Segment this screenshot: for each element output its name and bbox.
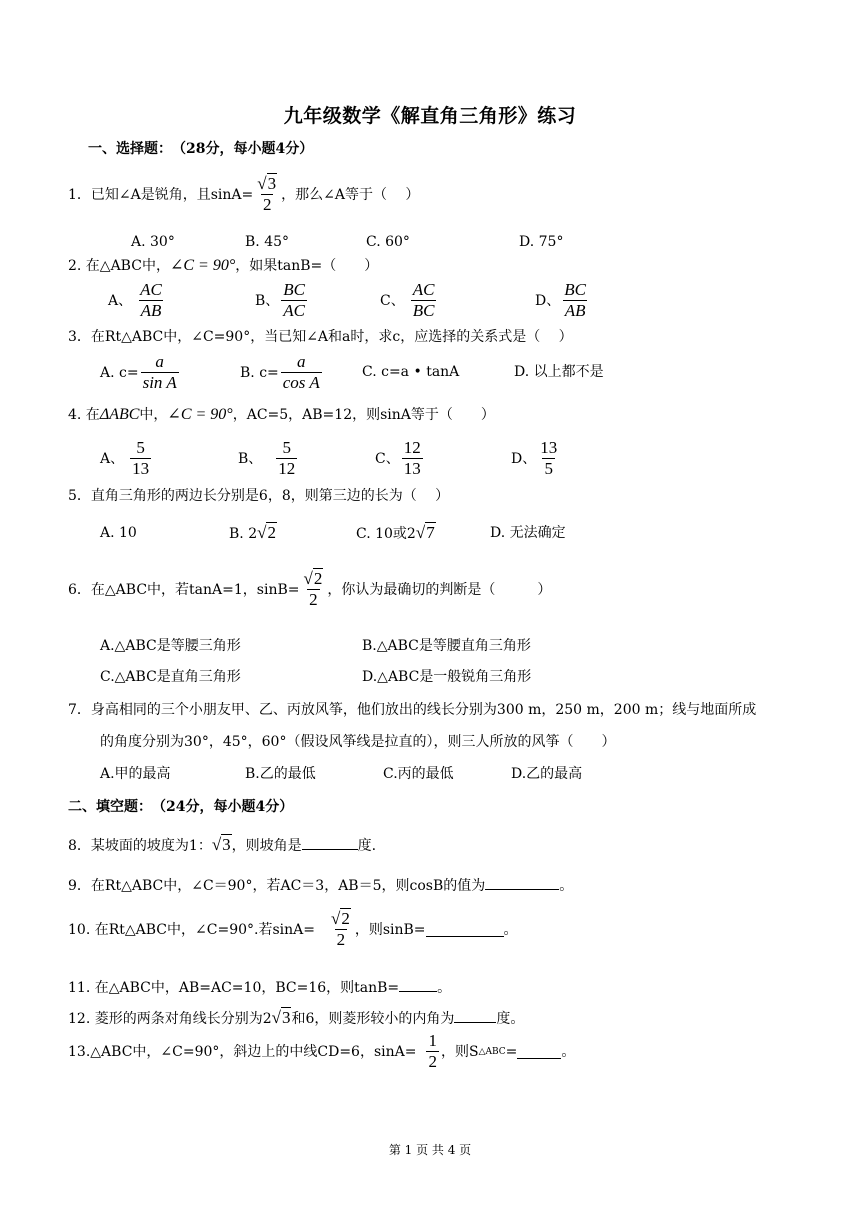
q6-stem-end: ，你认为最确切的判断是（ ） (327, 581, 552, 598)
q10-frac-den: 2 (336, 930, 346, 949)
q3-option-b-num: a (297, 352, 306, 371)
q13-answer-blank[interactable] (517, 1044, 561, 1059)
q3-option-a-label: A. c= (100, 364, 139, 381)
q13-stem-eq: = (505, 1043, 518, 1060)
q4-option-c-num: 12 (403, 438, 421, 457)
q4-option-d-num: 13 (540, 438, 558, 457)
q6-frac-num: 2 (313, 569, 323, 588)
q2-option-b-label: B、 (255, 292, 280, 309)
q9-stem-start: 9．在Rt△ABC中，∠C＝90°，若AC＝3，AB＝5，则cosB的值为 (68, 878, 486, 894)
q4-option-c (375, 438, 425, 479)
q6-option-c: C.△ABC是直角三角形 (100, 669, 241, 685)
q11-stem-end: 。 (437, 980, 452, 996)
q12-radicand: 3 (281, 1008, 291, 1027)
q1-fraction: $\frac{√3}{2}$ (257, 174, 277, 214)
q4-math-angle: ∠C = 90° (167, 406, 233, 423)
q10-stem-mid: ，则sinB= (354, 921, 426, 938)
q8-stem-mid: ，则坡角是 (231, 838, 302, 854)
q13-stem-end: 。 (561, 1043, 576, 1060)
q6-frac-den: 2 (309, 590, 318, 609)
q10-answer-blank[interactable] (426, 922, 504, 937)
question-3: 3．在Rt△ABC中，∠C=90°，当已知∠A和a时，求c，应选择的关系式是（ ） (68, 329, 573, 345)
q2-option-a-den: AB (140, 301, 162, 320)
q5-option-b-radicand: 2 (267, 523, 276, 542)
q4-stem-mid: 中， (139, 407, 168, 423)
q8-answer-blank[interactable] (302, 835, 358, 850)
question-4 (68, 405, 495, 425)
q2-option-d-den: AB (564, 301, 586, 320)
q10-stem-start: 10. 在Rt△ABC中，∠C=90°.若sinA= (68, 921, 315, 938)
q11-answer-blank[interactable] (399, 977, 437, 992)
q3-option-a-num: a (155, 352, 164, 371)
q8-radicand: 3 (222, 835, 231, 854)
q5-option-b: B. 2√2 (229, 523, 276, 542)
q4-option-a (100, 438, 153, 479)
q10-frac-num: 2 (341, 909, 350, 928)
q9-answer-blank[interactable] (485, 875, 559, 890)
q4-option-a-den: 13 (132, 459, 150, 478)
q4-option-a-label: A、 (100, 450, 125, 467)
q2-option-a-num: AC (140, 280, 162, 299)
q4-option-b-label: B、 (238, 450, 263, 467)
q4-option-b (238, 438, 299, 479)
q2-option-b-num: BC (283, 280, 306, 299)
question-7-line-2: 的角度分别为30°，45°，60°（假设风筝线是拉直的），则三人所放的风筝（ ） (100, 734, 616, 750)
q7-option-d: D.乙的最高 (511, 766, 583, 782)
q7-option-c: C.丙的最低 (383, 766, 454, 782)
q2-option-c (380, 280, 438, 321)
q4-option-b-den: 12 (278, 459, 296, 478)
question-1 (68, 174, 419, 215)
q2-option-b-den: AC (283, 301, 306, 320)
q1-frac-den: 2 (262, 195, 272, 214)
q1-option-d: D. 75° (519, 234, 564, 250)
q2-option-d-num: BC (564, 280, 586, 299)
q9-stem-end: 。 (559, 878, 574, 894)
q4-stem-start: 4. 在 (68, 407, 100, 423)
q5-option-c-radicand: 7 (426, 523, 435, 542)
q2-option-d-label: D、 (535, 292, 561, 309)
q1-stem-end: ，那么∠A等于（ ） (281, 186, 420, 203)
q3-option-a (100, 352, 181, 393)
question-9 (68, 875, 573, 896)
q8-stem-end: 度. (357, 838, 377, 854)
q4-option-c-den: 13 (403, 459, 421, 478)
question-5: 5．直角三角形的两边长分别是6，8，则第三边的长为（ ） (68, 488, 450, 504)
q6-option-d: D.△ABC是一般锐角三角形 (362, 669, 532, 685)
q13-subscript: △ABC (478, 1046, 506, 1057)
section-heading-choice: 一、选择题： （28分，每小题4分） (88, 141, 314, 157)
q13-frac-den: 2 (428, 1052, 437, 1071)
q2-option-c-label: C、 (380, 292, 405, 309)
q2-option-d (535, 280, 590, 321)
q2-stem-end: ，如果tanB=（ ） (235, 258, 379, 274)
q1-stem-start: 1．已知∠A是锐角，且sinA= (68, 186, 254, 203)
q2-option-b (255, 280, 309, 321)
q7-option-b: B.乙的最低 (245, 766, 316, 782)
q4-stem-end: ，AC=5，AB=12，则sinA等于（ ） (232, 407, 495, 423)
q5-option-c-text: C. 10或2 (356, 526, 416, 542)
q3-option-b-label: B. c= (240, 364, 279, 381)
page-title: 九年级数学《解直角三角形》练习 (283, 105, 577, 127)
question-7-line-1: 7．身高相同的三个小朋友甲、乙、丙放风筝，他们放出的线长分别为300 m，250 m，200 m；线与地面所成 (68, 702, 757, 718)
q1-option-b: B. 45° (245, 234, 290, 250)
q4-option-b-num: 5 (282, 438, 292, 457)
q3-option-a-den: sin A (142, 373, 177, 392)
section-heading-fill: 二、填空题： （24分，每小题4分） (68, 799, 294, 815)
q4-option-d-den: 5 (544, 459, 553, 478)
q12-stem-end: 度。 (496, 1011, 525, 1027)
question-10: 10. 在Rt△ABC中，∠C=90°.若sinA= $\frac{√2}{2}$ ，则sinB= 。 (68, 909, 518, 949)
q8-stem-start: 8．某坡面的坡度为1： (68, 838, 212, 854)
page-footer: 第 1 页 共 4 页 (388, 1143, 472, 1157)
question-11 (68, 977, 451, 998)
q2-math: ∠C = 90° (169, 257, 236, 274)
q4-option-d (511, 438, 561, 479)
q1-option-c: C. 60° (366, 234, 410, 250)
q6-stem-start: 6．在△ABC中，若tanA=1，sinB= (68, 581, 300, 598)
q2-option-c-den: BC (412, 301, 435, 320)
q12-stem-start: 12. 菱形的两条对角线长分别为2 (68, 1011, 272, 1027)
q6-option-b: B.△ABC是等腰直角三角形 (362, 638, 531, 654)
q1-frac-num: 3 (267, 174, 277, 193)
q5-option-d: D. 无法确定 (490, 525, 566, 541)
question-8: 8．某坡面的坡度为1：√3，则坡角是 度. (68, 835, 377, 854)
q5-option-c: C. 10或2√7 (356, 523, 435, 542)
q13-stem-start: 13.△ABC中，∠C=90°，斜边上的中线CD=6，sinA= (68, 1043, 417, 1060)
question-12: 12. 菱形的两条对角线长分别为2√3和6，则菱形较小的内角为 度。 (68, 1008, 525, 1027)
q3-option-c: C. c=a • tanA (362, 364, 460, 380)
q3-option-b (240, 352, 324, 393)
q5-option-a: A. 10 (100, 525, 137, 541)
q11-stem-start: 11. 在△ABC中，AB=AC=10，BC=16，则tanB= (68, 980, 400, 996)
q4-option-c-label: C、 (375, 450, 400, 467)
q2-option-a (108, 280, 166, 321)
q4-option-d-label: D、 (511, 450, 537, 467)
q5-option-b-text: B. 2 (229, 526, 258, 542)
q1-option-a: A. 30° (131, 234, 175, 250)
q3-option-b-den: cos A (282, 373, 320, 392)
q3-option-d: D. 以上都不是 (514, 364, 604, 380)
question-2 (68, 256, 378, 276)
q2-stem-start: 2. 在△ABC中， (68, 258, 170, 274)
q2-option-a-label: A、 (108, 292, 133, 309)
question-6: 6．在△ABC中，若tanA=1，sinB= $\frac{√2}{2}$ ，你认为最确切的判断是（ ） (68, 569, 552, 609)
q12-answer-blank[interactable] (454, 1008, 496, 1023)
question-13 (68, 1031, 575, 1072)
q13-stem-s: ，则S (440, 1043, 479, 1060)
q12-stem-mid: 和6，则菱形较小的内角为 (291, 1011, 455, 1027)
q4-math-triangle: ΔABC (99, 406, 140, 423)
q4-option-a-num: 5 (136, 438, 145, 457)
q2-option-c-num: AC (412, 280, 435, 299)
q6-option-a: A.△ABC是等腰三角形 (100, 638, 241, 654)
q10-stem-end: 。 (503, 921, 518, 938)
q7-option-a: A.甲的最高 (100, 766, 171, 782)
q13-frac-num: 1 (428, 1031, 437, 1050)
